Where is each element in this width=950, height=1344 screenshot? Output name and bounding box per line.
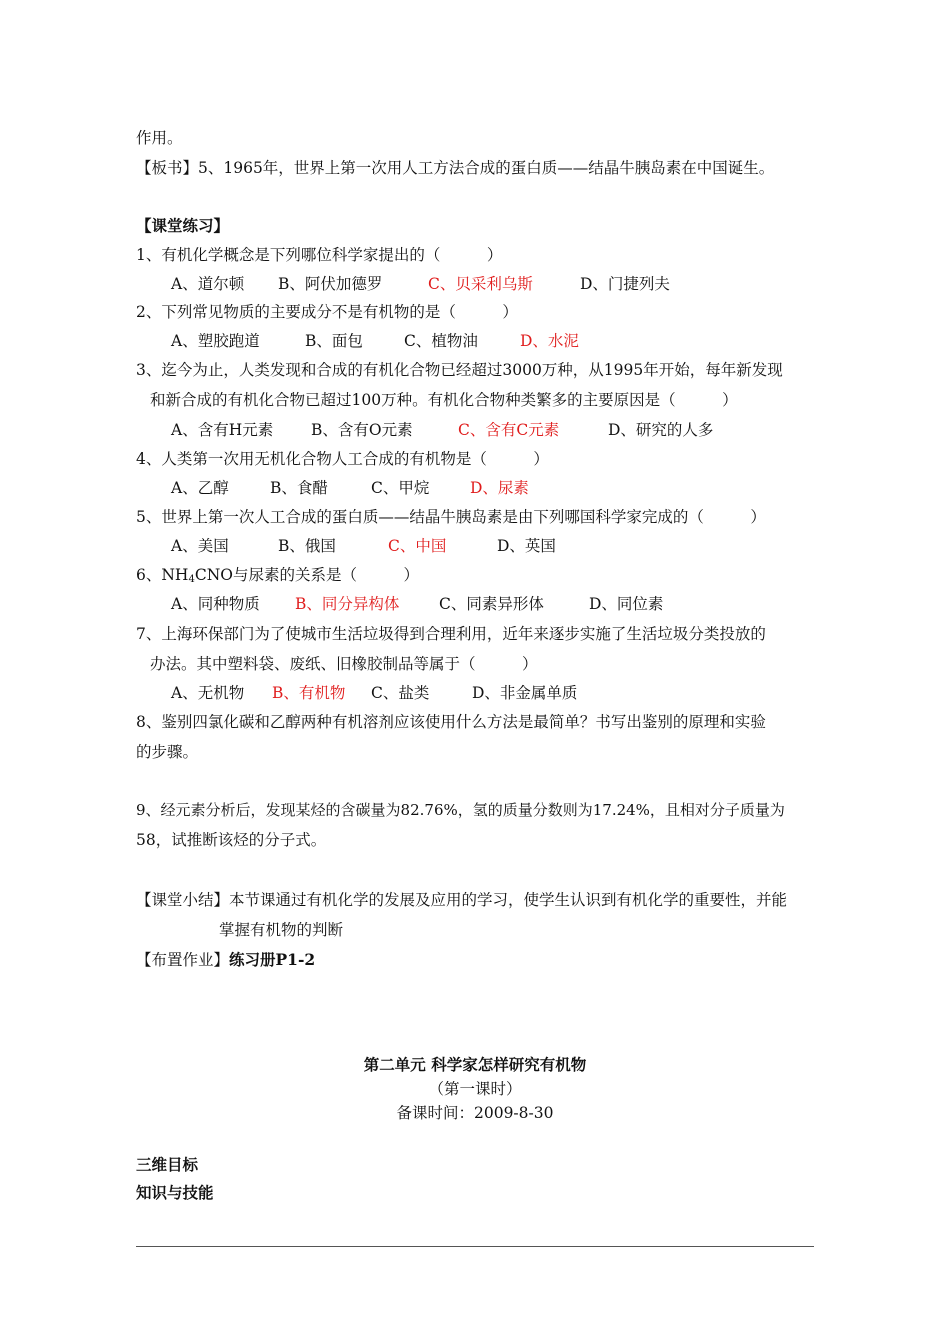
knowledge-heading: 知识与技能 xyxy=(136,1183,214,1202)
class-summary-label: 【课堂小结】 xyxy=(136,891,230,909)
homework-value: 练习册P1-2 xyxy=(229,950,316,969)
question-6-option-d: D、同位素 xyxy=(589,595,664,613)
question-7-option-d: D、非金属单质 xyxy=(472,684,578,702)
question-1-option-c-answer: C、贝采利乌斯 xyxy=(428,275,533,293)
question-2-option-b: B、面包 xyxy=(305,332,363,350)
question-5-option-d: D、英国 xyxy=(497,537,556,555)
question-3-option-d: D、研究的人多 xyxy=(608,421,714,439)
question-7-option-a: A、无机物 xyxy=(171,684,245,702)
question-5-option-b: B、俄国 xyxy=(278,537,336,555)
question-2-stem: 2、下列常见物质的主要成分不是有机物的是（ ） xyxy=(136,303,518,321)
question-5-option-a: A、美国 xyxy=(171,537,229,555)
intro-tail: 作用。 xyxy=(136,129,183,147)
question-3-stem-line1: 3、迄今为止，人类发现和合成的有机化合物已经超过3000万种，从1995年开始，每年新发现 xyxy=(136,361,783,379)
question-7-option-c: C、盐类 xyxy=(371,684,430,702)
homework xyxy=(136,950,315,970)
practice-heading: 【课堂练习】 xyxy=(136,216,230,235)
question-7-option-b-answer: B、有机物 xyxy=(272,684,346,702)
question-7-stem-line2: 办法。其中塑料袋、废纸、旧橡胶制品等属于（ ） xyxy=(150,655,538,673)
question-9-stem-line1: 9、经元素分析后，发现某烃的含碳量为82.76%，氢的质量分数则为17.24%，且相对分子质量为 xyxy=(136,801,785,819)
question-1-option-b: B、阿伏加德罗 xyxy=(278,275,383,293)
question-4-option-c: C、甲烷 xyxy=(371,479,430,497)
question-6-stem: 6、$NH_4CNO$与尿素的关系是（ ） xyxy=(136,566,419,585)
question-2-option-d-answer: D、水泥 xyxy=(520,332,579,350)
class-summary xyxy=(136,890,787,910)
class-summary-text: 本节课通过有机化学的发展及应用的学习，使学生认识到有机化学的重要性，并能 xyxy=(229,891,788,909)
question-6-option-a: A、同种物质 xyxy=(171,595,260,613)
question-5-stem: 5、世界上第一次人工合成的蛋白质——结晶牛胰岛素是由下列哪国科学家完成的（ ） xyxy=(136,508,766,526)
question-6-option-c: C、同素异形体 xyxy=(439,595,544,613)
question-1-stem: 1、有机化学概念是下列哪位科学家提出的（ ） xyxy=(136,246,503,264)
unit-title: 第二单元 科学家怎样研究有机物 xyxy=(363,1055,587,1074)
question-4-option-b: B、食醋 xyxy=(270,479,328,497)
board-note: 【板书】5、1965年，世界上第一次用人工方法合成的蛋白质——结晶牛胰岛素在中国诞生。 xyxy=(136,159,775,177)
question-5-option-c-answer: C、中国 xyxy=(388,537,447,555)
question-8-stem-line1: 8、鉴别四氯化碳和乙醇两种有机溶剂应该使用什么方法是最简单？书写出鉴别的原理和实验 xyxy=(136,713,766,731)
question-7-stem-line1: 7、上海环保部门为了使城市生活垃圾得到合理利用，近年来逐步实施了生活垃圾分类投放的 xyxy=(136,625,766,643)
question-3-option-c-answer: C、含有C元素 xyxy=(458,421,560,439)
question-4-option-a: A、乙醇 xyxy=(171,479,229,497)
question-9-stem-line2: 58，试推断该烃的分子式。 xyxy=(136,831,327,849)
footer-rule xyxy=(136,1246,814,1247)
question-2-option-a: A、塑胶跑道 xyxy=(171,332,260,350)
question-1-option-d: D、门捷列夫 xyxy=(580,275,670,293)
lesson-label: （第一课时） xyxy=(428,1080,522,1098)
prep-time: 备课时间：2009-8-30 xyxy=(396,1104,554,1122)
question-4-option-d-answer: D、尿素 xyxy=(470,479,529,497)
question-3-option-a: A、含有H元素 xyxy=(171,421,274,439)
goals-heading: 三维目标 xyxy=(136,1155,199,1174)
question-3-option-b: B、含有O元素 xyxy=(311,421,413,439)
question-8-stem-line2: 的步骤。 xyxy=(136,743,199,761)
question-2-option-c: C、植物油 xyxy=(404,332,478,350)
question-1-option-a: A、道尔顿 xyxy=(171,275,245,293)
class-summary-line2: 掌握有机物的判断 xyxy=(219,921,344,939)
question-6-option-b-answer: B、同分异构体 xyxy=(295,595,400,613)
question-3-stem-line2: 和新合成的有机化合物已超过100万种。有机化合物种类繁多的主要原因是（ ） xyxy=(150,391,738,409)
question-4-stem: 4、人类第一次用无机化合物人工合成的有机物是（ ） xyxy=(136,450,549,468)
homework-label: 【布置作业】 xyxy=(136,951,230,969)
